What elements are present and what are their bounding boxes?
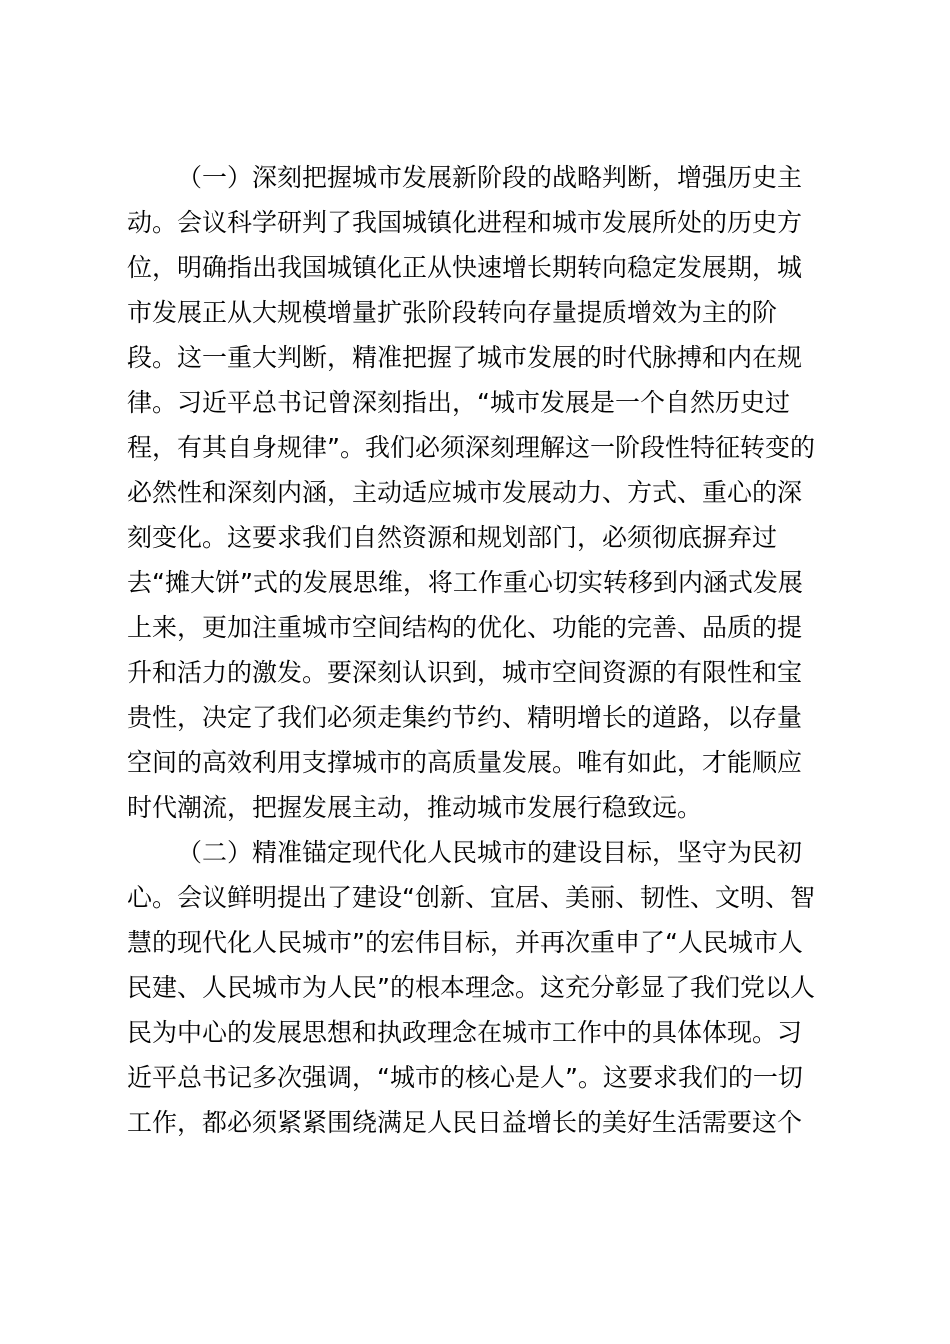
text-line: 空间的高效利用支撑城市的高质量发展。唯有如此，才能顺应 [127,748,803,777]
text-line: 律。习近平总书记曾深刻指出，“城市发展是一个自然历史过 [127,388,790,417]
paragraph-1 [127,155,832,830]
text-line: 程，有其自身规律”。我们必须深刻理解这一阶段性特征转变的 [127,433,815,462]
text-line: 时代潮流，把握发展主动，推动城市发展行稳致远。 [127,793,703,822]
text-line: 民为中心的发展思想和执政理念在城市工作中的具体体现。习 [127,1018,803,1047]
text-line: 慧的现代化人民城市”的宏伟目标，并再次重申了“人民城市人 [127,928,803,957]
text-line: 必然性和深刻内涵，主动适应城市发展动力、方式、重心的深 [127,478,803,507]
paragraph-2 [127,830,832,1145]
text-line: 去“摊大饼”式的发展思维，将工作重心切实转移到内涵式发展 [127,568,803,597]
text-line: 工作，都必须紧紧围绕满足人民日益增长的美好生活需要这个 [127,1108,803,1137]
text-line: 心。会议鲜明提出了建设“创新、宜居、美丽、韧性、文明、智 [127,883,815,912]
text-line: 段。这一重大判断，精准把握了城市发展的时代脉搏和内在规 [127,343,803,372]
text-line: 上来，更加注重城市空间结构的优化、功能的完善、品质的提 [127,613,803,642]
text-line: 位，明确指出我国城镇化正从快速增长期转向稳定发展期，城 [127,253,803,282]
text-line: （二）精准锚定现代化人民城市的建设目标，坚守为民初 [177,838,803,867]
text-line: 近平总书记多次强调，“城市的核心是人”。这要求我们的一切 [127,1063,803,1092]
text-line: 民建、人民城市为人民”的根本理念。这充分彰显了我们党以人 [127,973,815,1002]
text-line: （一）深刻把握城市发展新阶段的战略判断，增强历史主 [177,163,803,192]
text-line: 刻变化。这要求我们自然资源和规划部门，必须彻底摒弃过 [127,523,778,552]
text-line: 升和活力的激发。要深刻认识到，城市空间资源的有限性和宝 [127,658,803,687]
text-line: 动。会议科学研判了我国城镇化进程和城市发展所处的历史方 [127,208,803,237]
body-text [127,155,832,1145]
text-line: 贵性，决定了我们必须走集约节约、精明增长的道路，以存量 [127,703,803,732]
text-line: 市发展正从大规模增量扩张阶段转向存量提质增效为主的阶 [127,298,778,327]
